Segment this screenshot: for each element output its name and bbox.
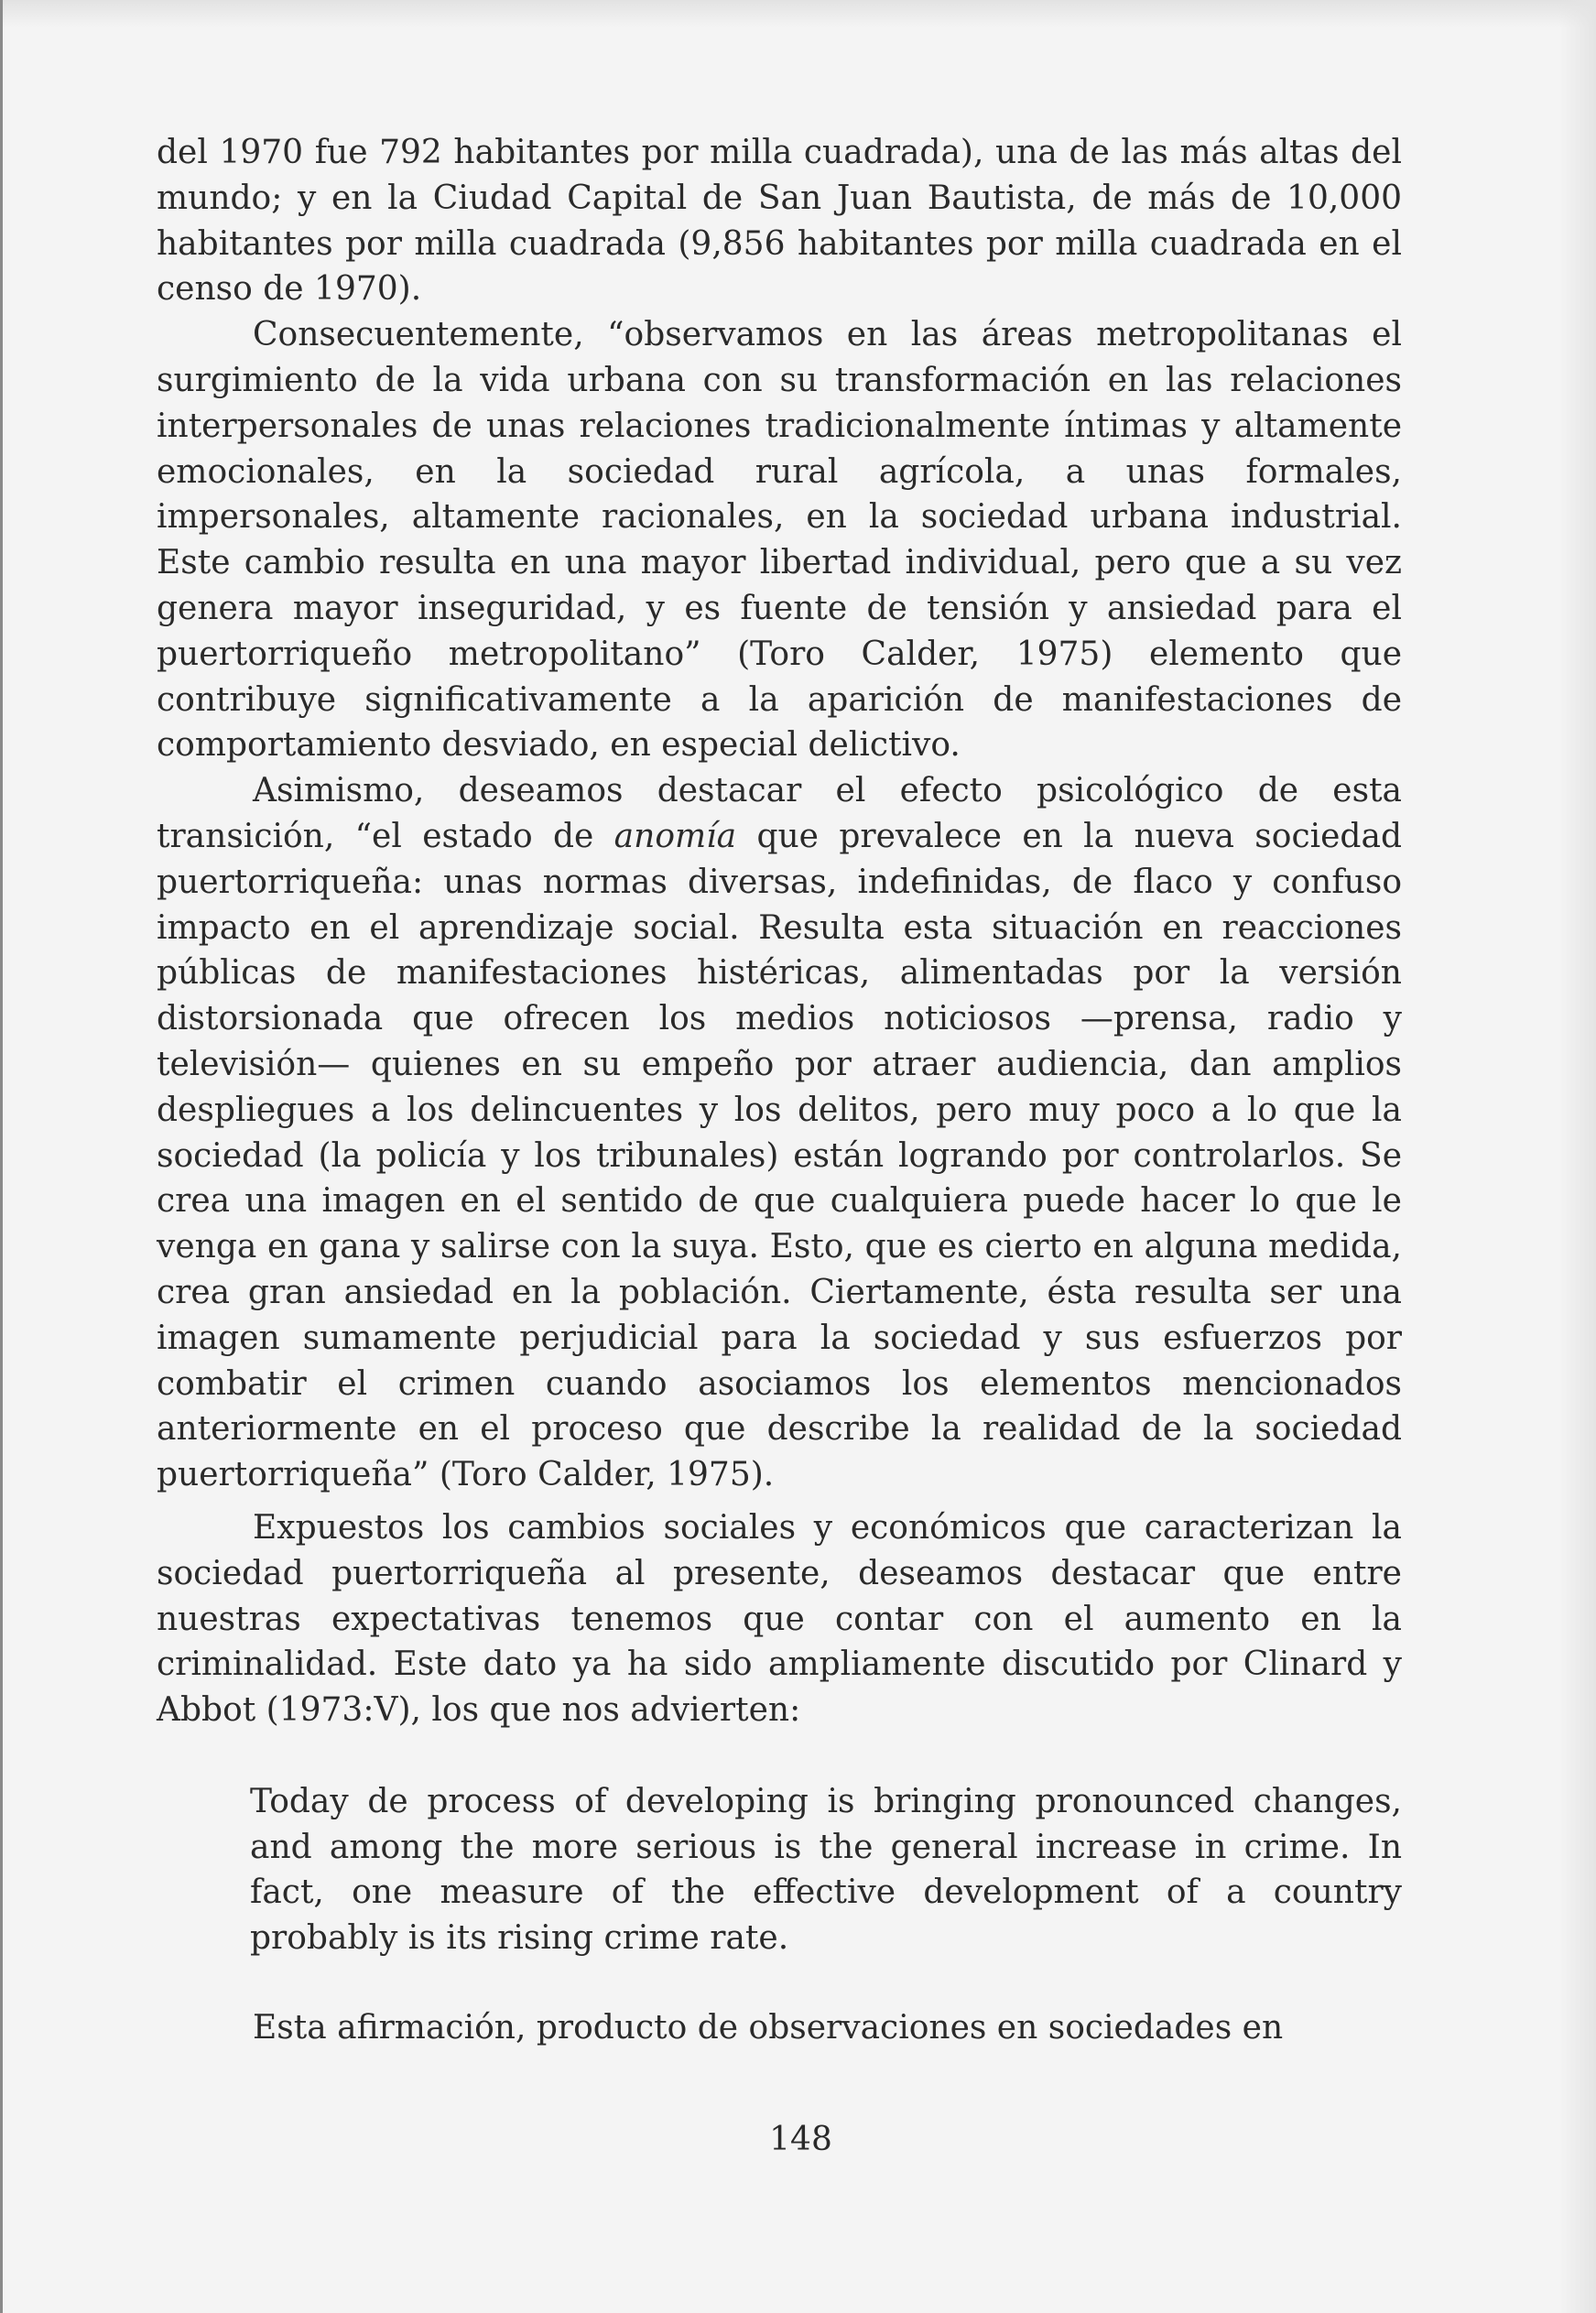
page-body-text bbox=[157, 130, 1402, 2051]
paragraph-continuation: del 1970 fue 792 habitantes por milla cuadrada), una de las más altas del mundo; y en la Ciudad Capital de San Juan Bautista, de más de 10,000 habitantes por milla cuadrada (9,856 habitantes por milla cuadrada en el censo de 1970). bbox=[157, 134, 1402, 309]
paragraph-criminality: Expuestos los cambios sociales y económicos que caracterizan la sociedad puertorriqueña al presente, deseamos destacar que entre nuestras expectativas tenemos que contar con el aumento en la criminalidad. Este dato ya ha sido ampliamente discutido por Clinard y Abbot (1973:V), los que nos advierten: bbox=[157, 1508, 1402, 1730]
paragraph-anomia bbox=[157, 768, 1402, 1498]
paragraph-anomia-rest: que prevalece en la nueva sociedad puertorriqueña: unas normas diversas, indefinidas, de flaco y confuso impacto en el aprendizaje social. Resulta esta situación en reacciones públicas de manifestaciones histéricas, alimentadas por la versión distorsionada que ofrecen los medios noticiosos —prensa, radio y televisión— quienes en su empeño por atraer audiencia, dan amplios despliegues a los delincuentes y los delitos, pero muy poco a lo que la sociedad (la policía y los tribunales) están logrando por controlarlos. Se crea una imagen en el sentido de que cualquiera puede hacer lo que le venga en gana y salirse con la suya. Esto, que es cierto en alguna medida, crea gran ansiedad en la población. Ciertamente, ésta resulta ser una imagen sumamente perjudicial para la sociedad y sus esfuerzos por combatir el crimen cuando asociamos los elementos mencionados anteriormente en el proceso que describe la realidad de la sociedad puertorriqueña” (Toro Calder, 1975). bbox=[157, 817, 1402, 1494]
italic-term-anomia: anomía bbox=[613, 817, 737, 855]
paragraph-urban-transformation: Consecuentemente, “observamos en las áreas metropolitanas el surgimiento de la vida urbana con su transformación en las relaciones interpersonales de unas relaciones tradicionalmente íntimas y altamente emocionales, en la sociedad rural agrícola, a unas formales, impersonales, altamente racionales, en la sociedad urbana industrial. Este cambio resulta en una mayor libertad individual, pero que a su vez genera mayor inseguridad, y es fuente de tensión y ansiedad para el puertorriqueño metropolitano” (Toro Calder, 1975) elemento que contribuye significativamente a la aparición de manifestaciones de comportamiento desviado, en especial delictivo. bbox=[157, 316, 1402, 765]
block-quote: Today de process of developing is bringing pronounced changes, and among the more serious is the general increase in crime. In fact, one measure of the effective development of a country probably is its rising crime rate. bbox=[250, 1782, 1402, 1958]
page-top-shadow bbox=[3, 0, 1596, 27]
page-number: 148 bbox=[769, 2121, 832, 2158]
page-right-shadow bbox=[1559, 0, 1596, 2313]
paragraph-anomia-start: Asimismo, deseamos destacar el efecto psicológico de esta transición, “el estado de bbox=[157, 772, 1402, 855]
paragraph-closing: Esta afirmación, producto de observaciones en sociedades en bbox=[253, 2009, 1284, 2047]
